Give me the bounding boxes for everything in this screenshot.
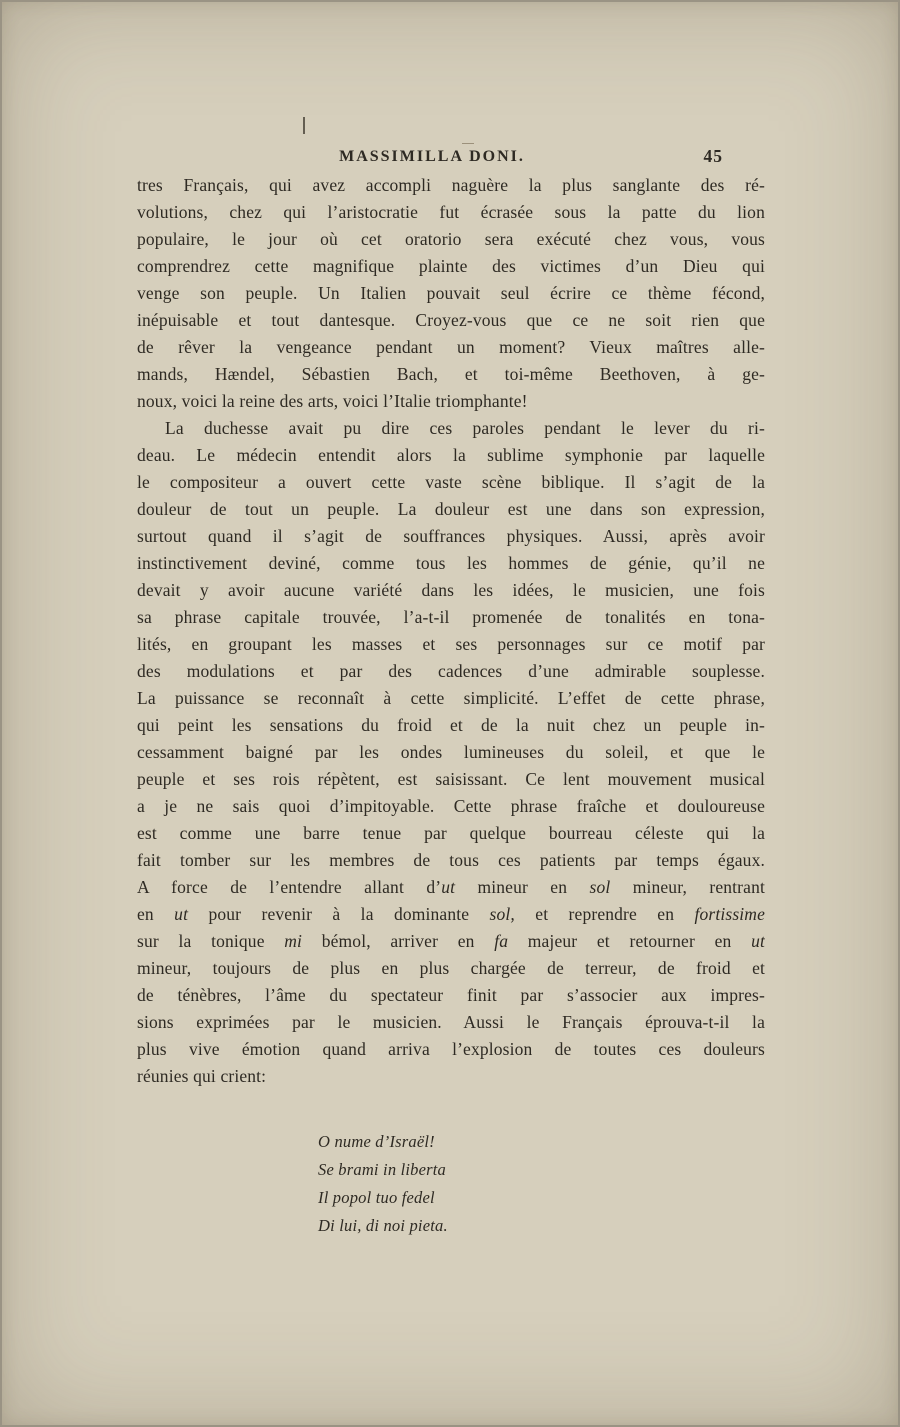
text-line: de ténèbres, l’âme du spectateur finit par s’associer aux impres- xyxy=(137,985,765,1005)
text-line: sions exprimées par le musicien. Aussi le Français éprouva-t-il la xyxy=(137,1012,765,1032)
verse-block xyxy=(318,1128,765,1240)
text-line: La puissance se reconnaît à cette simplicité. L’effet de cette phrase, xyxy=(137,688,765,708)
page-body xyxy=(137,172,765,1090)
text-line: surtout quand il s’agit de souffrances physiques. Aussi, après avoir xyxy=(137,526,765,546)
paragraph xyxy=(137,415,765,1090)
text-line: douleur de tout un peuple. La douleur est une dans son expression, xyxy=(137,499,765,519)
page-header xyxy=(137,148,765,170)
text-line: peuple et ses rois répètent, est saisissant. Ce lent mouvement musical xyxy=(137,769,765,789)
text-line: tres Français, qui avez accompli naguère la plus sanglante des ré- xyxy=(137,175,765,195)
text-line: a je ne sais quoi d’impitoyable. Cette phrase fraîche et douloureuse xyxy=(137,796,765,816)
running-title: MASSIMILLA DONI. xyxy=(339,148,525,165)
text-line: venge son peuple. Un Italien pouvait seul écrire ce thème fécond, xyxy=(137,283,765,303)
text-line: noux, voici la reine des arts, voici l’Italie triomphante! xyxy=(137,391,528,411)
scan-artifact-dash xyxy=(462,143,474,144)
text-line: est comme une barre tenue par quelque bourreau céleste qui la xyxy=(137,823,765,843)
text-line: La duchesse avait pu dire ces paroles pendant le lever du ri- xyxy=(165,418,765,438)
text-column xyxy=(137,148,765,1240)
verse-line: Il popol tuo fedel xyxy=(318,1188,435,1207)
text-line: cessamment baigné par les ondes lumineuses du soleil, et que le xyxy=(137,742,765,762)
scan-artifact-mark xyxy=(303,117,305,134)
text-line: inépuisable et tout dantesque. Croyez-vous que ce ne soit rien que xyxy=(137,310,765,330)
text-line: de rêver la vengeance pendant un moment? Vieux maîtres alle- xyxy=(137,337,765,357)
text-line: plus vive émotion quand arriva l’explosion de toutes ces douleurs xyxy=(137,1039,765,1059)
text-line: lités, en groupant les masses et ses personnages sur ce motif par xyxy=(137,634,765,654)
text-line: populaire, le jour où cet oratorio sera exécuté chez vous, vous xyxy=(137,229,765,249)
text-line: volutions, chez qui l’aristocratie fut écrasée sous la patte du lion xyxy=(137,202,765,222)
text-line: le compositeur a ouvert cette vaste scène biblique. Il s’agit de la xyxy=(137,472,765,492)
text-line: sa phrase capitale trouvée, l’a-t-il promenée de tonalités en tona- xyxy=(137,607,765,627)
verse-line: Di lui, di noi pieta. xyxy=(318,1216,448,1235)
verse-line: Se brami in liberta xyxy=(318,1160,447,1179)
verse-line: O nume d’Israël! xyxy=(318,1132,435,1151)
page-number: 45 xyxy=(703,146,723,166)
paragraph xyxy=(137,172,765,415)
text-line: mineur, toujours de plus en plus chargée de terreur, de froid et xyxy=(137,958,765,978)
text-line: réunies qui crient: xyxy=(137,1066,267,1086)
text-line: mands, Hændel, Sébastien Bach, et toi-même Beethoven, à ge- xyxy=(137,364,765,384)
text-line: fait tomber sur les membres de tous ces patients par temps égaux. xyxy=(137,850,765,870)
text-line: des modulations et par des cadences d’une admirable souplesse. xyxy=(137,661,765,681)
text-line: en ut pour revenir à la dominante sol, et reprendre en fortissime xyxy=(137,904,765,924)
text-line: qui peint les sensations du froid et de la nuit chez un peuple in- xyxy=(137,715,765,735)
text-line: instinctivement deviné, comme tous les hommes de génie, qu’il ne xyxy=(137,553,765,573)
text-line: comprendrez cette magnifique plainte des victimes d’un Dieu qui xyxy=(137,256,765,276)
text-line: deau. Le médecin entendit alors la sublime symphonie par laquelle xyxy=(137,445,765,465)
text-line: sur la tonique mi bémol, arriver en fa majeur et retourner en ut xyxy=(137,931,765,951)
text-line: A force de l’entendre allant d’ut mineur en sol mineur, rentrant xyxy=(137,877,765,897)
text-line: devait y avoir aucune variété dans les idées, le musicien, une fois xyxy=(137,580,765,600)
